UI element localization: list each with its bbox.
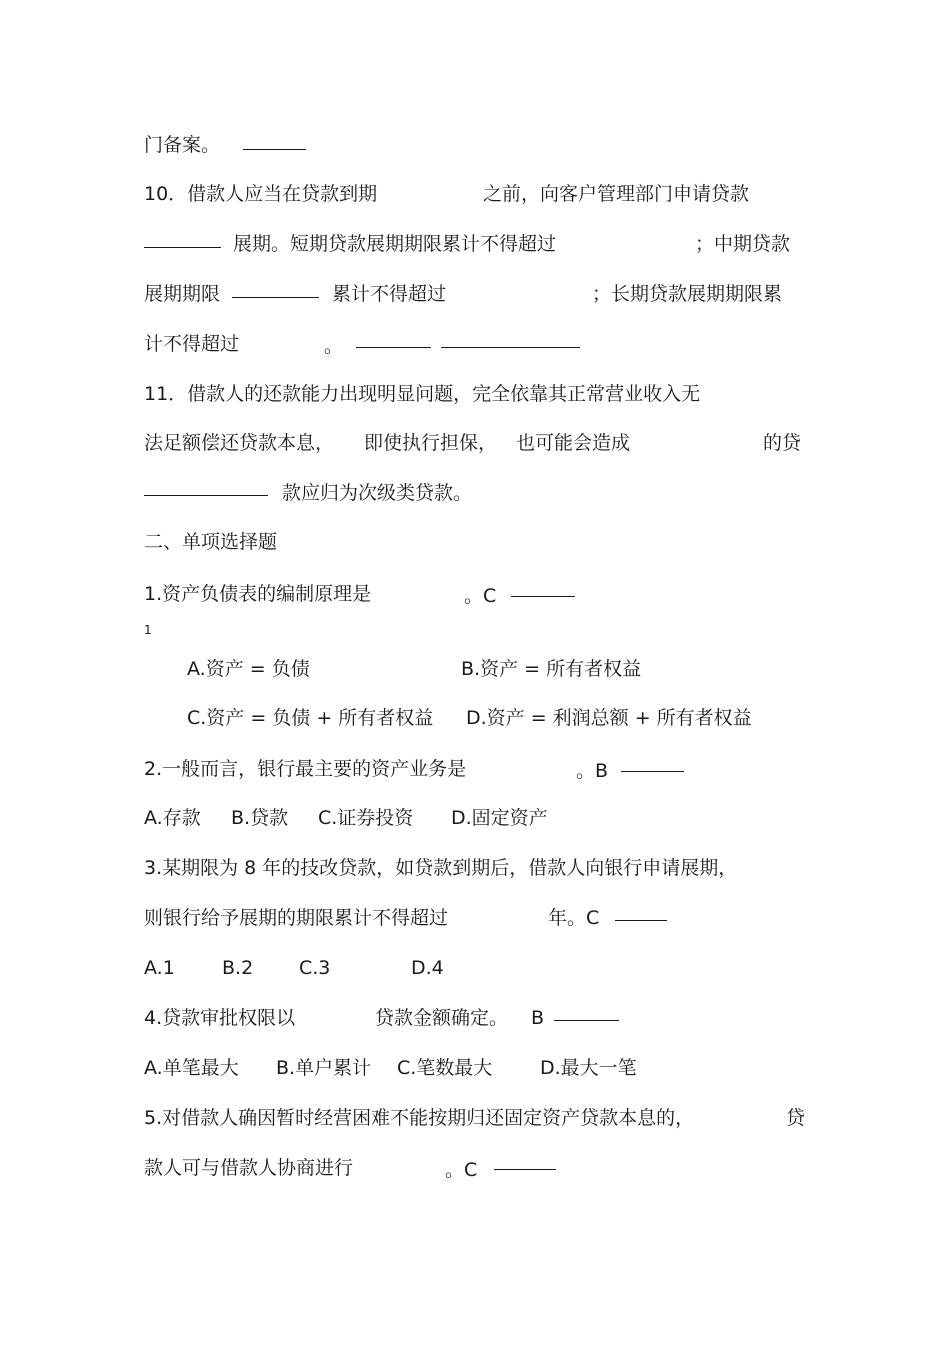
q11-line3: 款应归为次级类贷款。 [282, 482, 473, 504]
mc-q3-option-d: D.4 [411, 957, 444, 979]
q10-line2b: ；中期贷款 [695, 233, 791, 255]
mc-q5-stem-line2: 款人可与借款人协商进行 [144, 1157, 354, 1179]
mc-q4-stem: 4.贷款审批权限以 [144, 1007, 296, 1029]
mc-q1-option-b: B.资产 = 所有者权益 [461, 658, 642, 680]
mc-q2-option-c: C.证券投资 [318, 807, 414, 829]
mc-q1-stem: 1.资产负债表的编制原理是 [144, 583, 372, 605]
q10-line1a: 10．借款人应当在贷款到期 [144, 183, 378, 205]
mc-q1-option-d: D.资产 = 利润总额 + 所有者权益 [466, 707, 752, 729]
mc-q2-answer: 。B [576, 760, 609, 782]
mc-q4-answer: B [531, 1007, 545, 1029]
mc-q4-option-a: A.单笔最大 [144, 1057, 239, 1079]
q10-line1b: 之前，向客户管理部门申请贷款 [483, 183, 750, 205]
footnote-number: 1 [144, 623, 152, 637]
mc-q2-stem: 2.一般而言，银行最主要的资产业务是 [144, 758, 467, 780]
answer-blank [441, 347, 580, 348]
mc-q3-option-c: C.3 [299, 957, 331, 979]
mc-q3-option-b: B.2 [222, 957, 254, 979]
mc-q5-stem-line1b: 贷 [786, 1107, 806, 1129]
answer-blank [494, 1169, 556, 1170]
text-line: 门备案。 [144, 134, 221, 156]
q11-line2d: 的贷 [763, 432, 802, 454]
q10-line4b: 。 [324, 335, 344, 357]
q10-line4a: 计不得超过 [144, 333, 240, 355]
mc-q4-option-d: D.最大一笔 [540, 1057, 637, 1079]
section-title: 二、单项选择题 [144, 531, 278, 553]
mc-q2-option-b: B.贷款 [231, 807, 289, 829]
mc-q5-stem-line1: 5.对借款人确因暂时经营困难不能按期归还固定资产贷款本息的， [144, 1107, 695, 1129]
mc-q1-answer: 。C [464, 585, 497, 607]
q11-line1: 11．借款人的还款能力出现明显问题，完全依靠其正常营业收入无 [144, 383, 701, 405]
mc-q5-answer: 。C [445, 1159, 478, 1181]
q11-line2a: 法足额偿还贷款本息， [144, 432, 335, 454]
answer-blank [554, 1020, 619, 1021]
mc-q3-answer: 年。C [548, 907, 600, 929]
mc-q2-option-d: D.固定资产 [451, 807, 548, 829]
answer-blank [232, 297, 319, 298]
mc-q3-stem-line2: 则银行给予展期的期限累计不得超过 [144, 907, 449, 929]
answer-blank [615, 920, 667, 921]
answer-blank [356, 347, 431, 348]
q10-line3c: ；长期贷款展期期限累 [592, 283, 783, 305]
mc-q1-option-a: A.资产 = 负债 [187, 658, 310, 680]
q10-line2a: 展期。短期贷款展期期限累计不得超过 [233, 233, 557, 255]
mc-q4-stem-b: 贷款金额确定。 [375, 1007, 509, 1029]
mc-q3-option-a: A.1 [144, 957, 175, 979]
q11-line2b: 即使执行担保， [364, 432, 498, 454]
answer-blank [243, 149, 306, 150]
q10-line3b: 累计不得超过 [332, 283, 447, 305]
mc-q1-option-c: C.资产 = 负债 + 所有者权益 [187, 707, 434, 729]
mc-q3-stem-line1: 3.某期限为 8 年的技改贷款，如贷款到期后，借款人向银行申请展期， [144, 857, 738, 879]
answer-blank [144, 247, 221, 248]
answer-blank [144, 495, 268, 496]
q11-line2c: 也可能会造成 [516, 432, 631, 454]
answer-blank [621, 771, 684, 772]
mc-q4-option-c: C.笔数最大 [397, 1057, 493, 1079]
q10-line3a: 展期期限 [144, 283, 221, 305]
mc-q4-option-b: B.单户累计 [276, 1057, 372, 1079]
mc-q2-option-a: A.存款 [144, 807, 201, 829]
answer-blank [511, 596, 575, 597]
